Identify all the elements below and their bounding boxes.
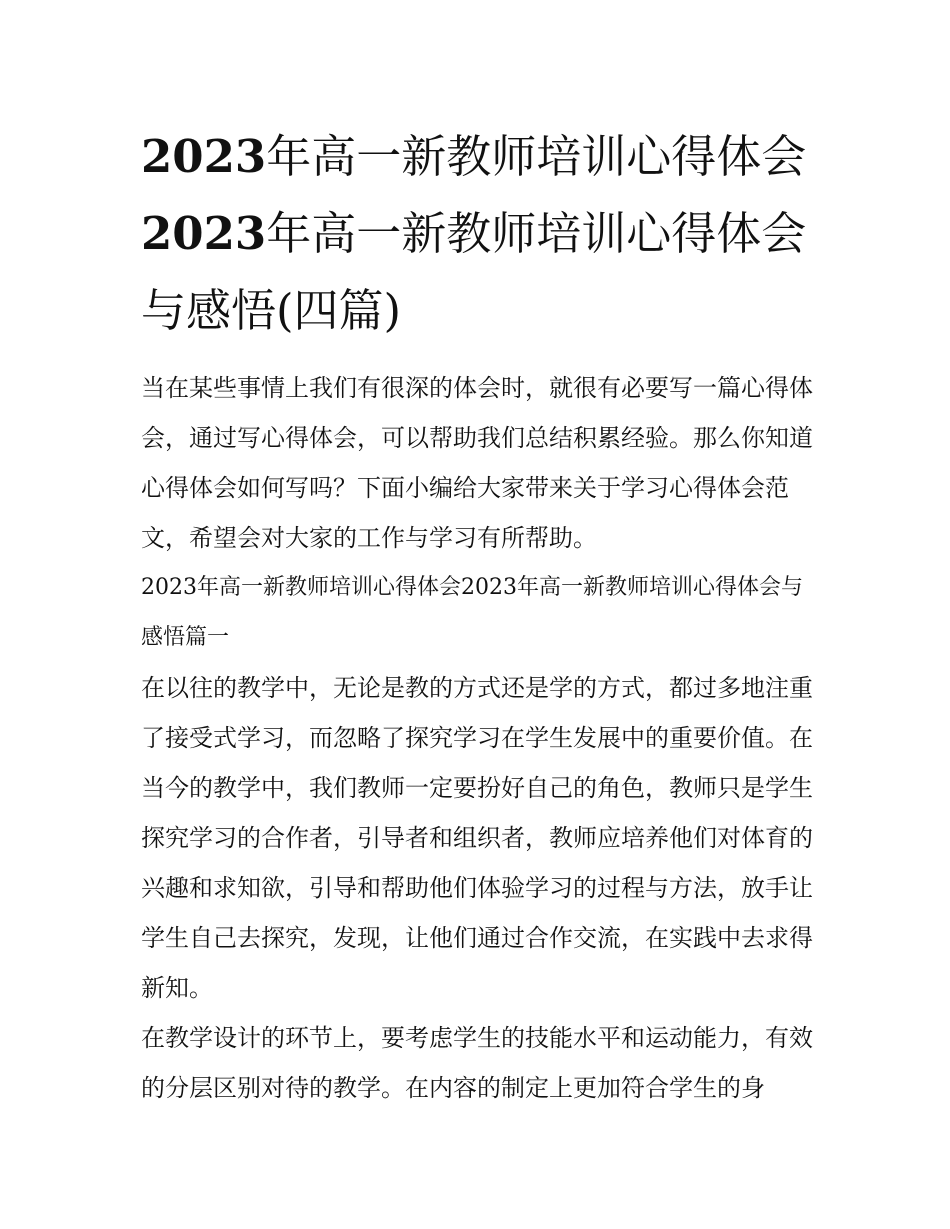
document-title [141, 118, 813, 349]
body-paragraph-2: 在教学设计的环节上，要考虑学生的技能水平和运动能力，有效的分层区别对待的教学。在内容的制定上更加符合学生的身 [141, 1024, 813, 1102]
title-text-1: 年高一新教师培训心得体会 [266, 130, 807, 183]
title-text-2: 年高一新教师培训心得体会与感悟(四篇) [141, 207, 807, 337]
intro-paragraph: 当在某些事情上我们有很深的体会时，就很有必要写一篇心得体会，通过写心得体会，可以帮助我们总结积累经验。那么你知道心得体会如何写吗？下面小编给大家带来关于学习心得体会范文，希望会对大家的工作与学习有所帮助。 [141, 374, 813, 552]
body-paragraph-1: 在以往的教学中，无论是教的方式还是学的方式，都过多地注重了接受式学习，而忽略了探究学习在学生发展中的重要价值。在当今的教学中，我们教师一定要扮好自己的角色，教师只是学生探究学习的合作者，引导者和组织者，教师应培养他们对体育的兴趣和求知欲，引导和帮助他们体验学习的过程与方法，放手让学生自己去探究，发现，让他们通过合作交流，在实践中去求得新知。 [141, 674, 813, 1002]
title-year-2: 2023 [141, 207, 267, 260]
document-page [141, 118, 813, 1113]
title-year-1: 2023 [141, 130, 267, 183]
section-heading: 2023年高一新教师培训心得体会2023年高一新教师培训心得体会与感悟篇一 [141, 575, 803, 650]
